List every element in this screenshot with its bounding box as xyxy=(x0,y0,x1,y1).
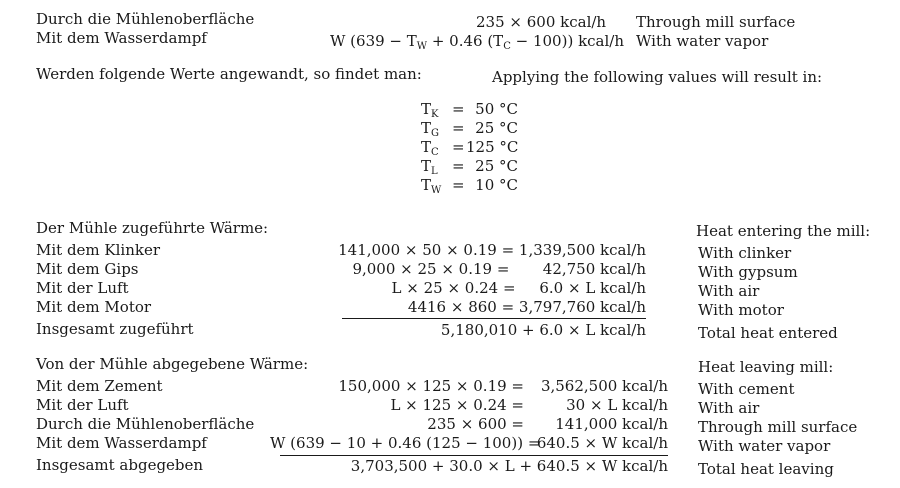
leaving-total-en: Total heat leaving xyxy=(698,460,834,478)
entering-row-en: With motor xyxy=(698,301,784,319)
temp-symbol: $T_G$ xyxy=(421,119,440,139)
leaving-row-right: 3,562,500 kcal/h xyxy=(540,377,668,395)
top-row-vapor-formula: W ($639 - T_W + 0.46$ $(T_C - 100)$) kcal/h xyxy=(330,32,625,52)
top-row-vapor-de: Mit dem Wasserdampf xyxy=(36,29,207,47)
entering-total-en: Total heat entered xyxy=(698,324,838,342)
leaving-title-en: Heat leaving mill: xyxy=(698,358,834,376)
temp-value: 10 °C xyxy=(475,176,518,194)
top-row-surface-formula: 235 × 600 kcal/h xyxy=(476,13,607,31)
entering-row-en: With gypsum xyxy=(698,263,798,281)
leaving-row-de: Mit der Luft xyxy=(36,396,129,414)
temp-eq: = xyxy=(452,157,465,175)
entering-row-calc: L × 25 × 0.24 = 6.0 × L kcal/h xyxy=(391,279,646,297)
temp-eq: = xyxy=(452,138,465,156)
entering-total-calc: 5,180,010 + 6.0 × L kcal/h xyxy=(440,321,646,339)
leaving-row-left: L × 125 × 0.24 = xyxy=(390,396,524,414)
top-row-surface-de: Durch die Mühlenoberfläche xyxy=(36,10,255,28)
entering-row-de: Mit der Luft xyxy=(36,279,129,297)
intro-de: Werden folgende Werte angewandt, so findet man: xyxy=(36,65,422,83)
entering-sum-rule xyxy=(342,318,646,319)
leaving-row-left: 235 × 600 = xyxy=(427,415,524,433)
temp-eq: = xyxy=(452,100,465,118)
leaving-row-en: With cement xyxy=(698,380,795,398)
leaving-row-de: Mit dem Wasserdampf xyxy=(36,434,207,452)
temp-symbol: $T_W$ xyxy=(421,176,442,196)
entering-title-en: Heat entering the mill: xyxy=(696,222,871,240)
intro-en: Applying the following values will result in: xyxy=(492,68,823,86)
leaving-row-de: Mit dem Zement xyxy=(36,377,163,395)
entering-row-en: With clinker xyxy=(698,244,792,262)
leaving-row-left: W (639 − 10 + 0.46 (125 − 100)) = xyxy=(270,434,541,452)
entering-row-calc: 4416 × 860 = 3,797,760 kcal/h xyxy=(407,298,646,316)
entering-row-de: Mit dem Gips xyxy=(36,260,139,278)
leaving-row-de: Durch die Mühlenoberfläche xyxy=(36,415,255,433)
leaving-row-en: Through mill surface xyxy=(698,418,858,436)
top-row-surface-en: Through mill surface xyxy=(636,13,796,31)
top-row-vapor-en: With water vapor xyxy=(636,32,769,50)
entering-row-calc: 9,000 × 25 × 0.19 = 42,750 kcal/h xyxy=(352,260,646,278)
entering-total-de: Insgesamt zugeführt xyxy=(36,320,194,338)
temp-symbol: $T_C$ xyxy=(421,138,439,158)
entering-row-calc: 141,000 × 50 × 0.19 = 1,339,500 kcal/h xyxy=(338,241,646,259)
leaving-row-en: With water vapor xyxy=(698,437,831,455)
leaving-title-de: Von der Mühle abgegebene Wärme: xyxy=(36,355,309,373)
entering-title-de: Der Mühle zugeführte Wärme: xyxy=(36,219,269,237)
leaving-row-en: With air xyxy=(698,399,760,417)
temp-symbol: $T_L$ xyxy=(421,157,438,177)
leaving-sum-rule xyxy=(280,455,668,456)
leaving-row-right: 141,000 kcal/h xyxy=(555,415,668,433)
temp-eq: = xyxy=(452,176,465,194)
entering-row-de: Mit dem Motor xyxy=(36,298,152,316)
leaving-total-de: Insgesamt abgegeben xyxy=(36,456,204,474)
leaving-row-right: 30 × L kcal/h xyxy=(566,396,668,414)
entering-row-de: Mit dem Klinker xyxy=(36,241,161,259)
temp-value: 125 °C xyxy=(466,138,519,156)
temp-value: 50 °C xyxy=(475,100,518,118)
leaving-row-left: 150,000 × 125 × 0.19 = xyxy=(338,377,524,395)
temp-value: 25 °C xyxy=(475,119,518,137)
temp-eq: = xyxy=(452,119,465,137)
temp-symbol: $T_K$ xyxy=(421,100,439,120)
leaving-row-right: 640.5 × W kcal/h xyxy=(536,434,668,452)
entering-row-en: With air xyxy=(698,282,760,300)
leaving-total-calc: 3,703,500 + 30.0 × L + 640.5 × W kcal/h xyxy=(350,457,668,475)
temp-value: 25 °C xyxy=(475,157,518,175)
